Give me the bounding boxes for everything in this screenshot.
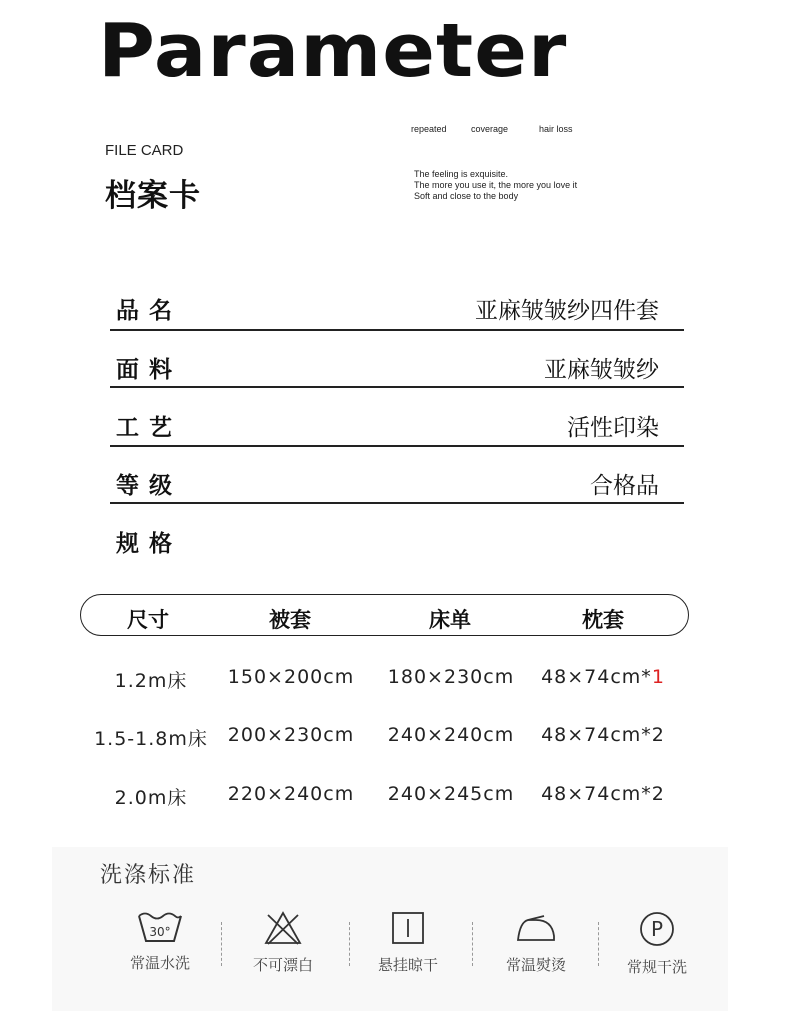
care-divider bbox=[472, 922, 473, 966]
wash-30-icon bbox=[136, 910, 184, 944]
feature-tags bbox=[411, 124, 573, 134]
care-divider bbox=[349, 922, 350, 966]
spec-cell-pillow: 48×74cm*2 bbox=[541, 724, 665, 746]
care-item-dry-clean bbox=[602, 910, 712, 977]
param-label: 面料 bbox=[116, 356, 182, 383]
spec-cell-duvet: 200×230cm bbox=[227, 724, 355, 746]
iron-icon bbox=[514, 910, 558, 946]
spec-cell-duvet: 220×240cm bbox=[227, 783, 355, 805]
tag-repeated: repeated bbox=[411, 124, 447, 134]
file-card-cn-label: 档案卡 bbox=[105, 178, 201, 214]
care-divider bbox=[598, 922, 599, 966]
care-item-hang-dry bbox=[353, 910, 463, 975]
divider bbox=[110, 386, 684, 388]
spec-header-size: 尺寸 bbox=[127, 608, 169, 632]
pillow-count: 1 bbox=[651, 666, 665, 688]
page-title: Parameter bbox=[98, 8, 568, 94]
care-item-iron bbox=[481, 910, 591, 975]
divider bbox=[110, 502, 684, 504]
param-label: 工艺 bbox=[116, 414, 182, 441]
slogan-line: Soft and close to the body bbox=[414, 191, 519, 201]
slogan bbox=[414, 169, 577, 202]
param-value: 活性印染 bbox=[567, 414, 659, 441]
care-item-wash bbox=[105, 910, 215, 973]
spec-header-sheet: 床单 bbox=[429, 608, 471, 632]
care-label: 常温熨烫 bbox=[505, 956, 566, 974]
pillow-size: 48×74cm* bbox=[541, 666, 652, 688]
spec-cell-sheet: 240×240cm bbox=[387, 724, 515, 746]
spec-cell-pillow: 48×74cm*2 bbox=[541, 783, 665, 805]
param-label: 规格 bbox=[116, 530, 182, 557]
no-bleach-icon bbox=[263, 910, 303, 946]
hang-dry-icon bbox=[390, 910, 426, 946]
spec-cell-duvet: 150×200cm bbox=[227, 666, 355, 688]
care-title: 洗涤标准 bbox=[100, 863, 197, 888]
care-label: 常规干洗 bbox=[626, 958, 687, 976]
spec-header-pillow: 枕套 bbox=[582, 608, 624, 632]
care-item-no-bleach bbox=[228, 910, 338, 975]
slogan-line: The more you use it, the more you love it bbox=[414, 180, 578, 190]
spec-header-duvet: 被套 bbox=[269, 608, 311, 632]
care-label: 悬挂晾干 bbox=[377, 956, 438, 974]
spec-cell-size: 1.5-1.8m床 bbox=[94, 728, 208, 750]
care-label: 不可漂白 bbox=[252, 956, 313, 974]
param-label: 品名 bbox=[116, 297, 182, 324]
spec-cell-pillow bbox=[532, 666, 674, 688]
care-label: 常温水洗 bbox=[129, 954, 190, 972]
param-value: 合格品 bbox=[590, 472, 659, 499]
param-label: 等级 bbox=[116, 472, 182, 499]
param-row-spec bbox=[116, 512, 684, 570]
file-card-label: FILE CARD bbox=[105, 142, 184, 159]
param-value: 亚麻皱皱纱 bbox=[544, 356, 659, 383]
spec-cell-sheet: 180×230cm bbox=[387, 666, 515, 688]
slogan-line: The feeling is exquisite. bbox=[414, 169, 509, 179]
wash-temp: 30° bbox=[149, 925, 171, 939]
tag-hair-loss: hair loss bbox=[539, 124, 573, 134]
svg-text:P: P bbox=[650, 917, 664, 941]
care-divider bbox=[221, 922, 222, 966]
divider bbox=[110, 445, 684, 447]
spec-cell-sheet: 240×245cm bbox=[387, 783, 515, 805]
divider bbox=[110, 329, 684, 331]
spec-cell-size: 2.0m床 bbox=[114, 787, 188, 809]
dry-clean-p-icon bbox=[638, 910, 676, 948]
spec-cell-size: 1.2m床 bbox=[114, 670, 188, 692]
tag-coverage: coverage bbox=[471, 124, 509, 134]
param-value: 亚麻皱皱纱四件套 bbox=[475, 297, 659, 324]
